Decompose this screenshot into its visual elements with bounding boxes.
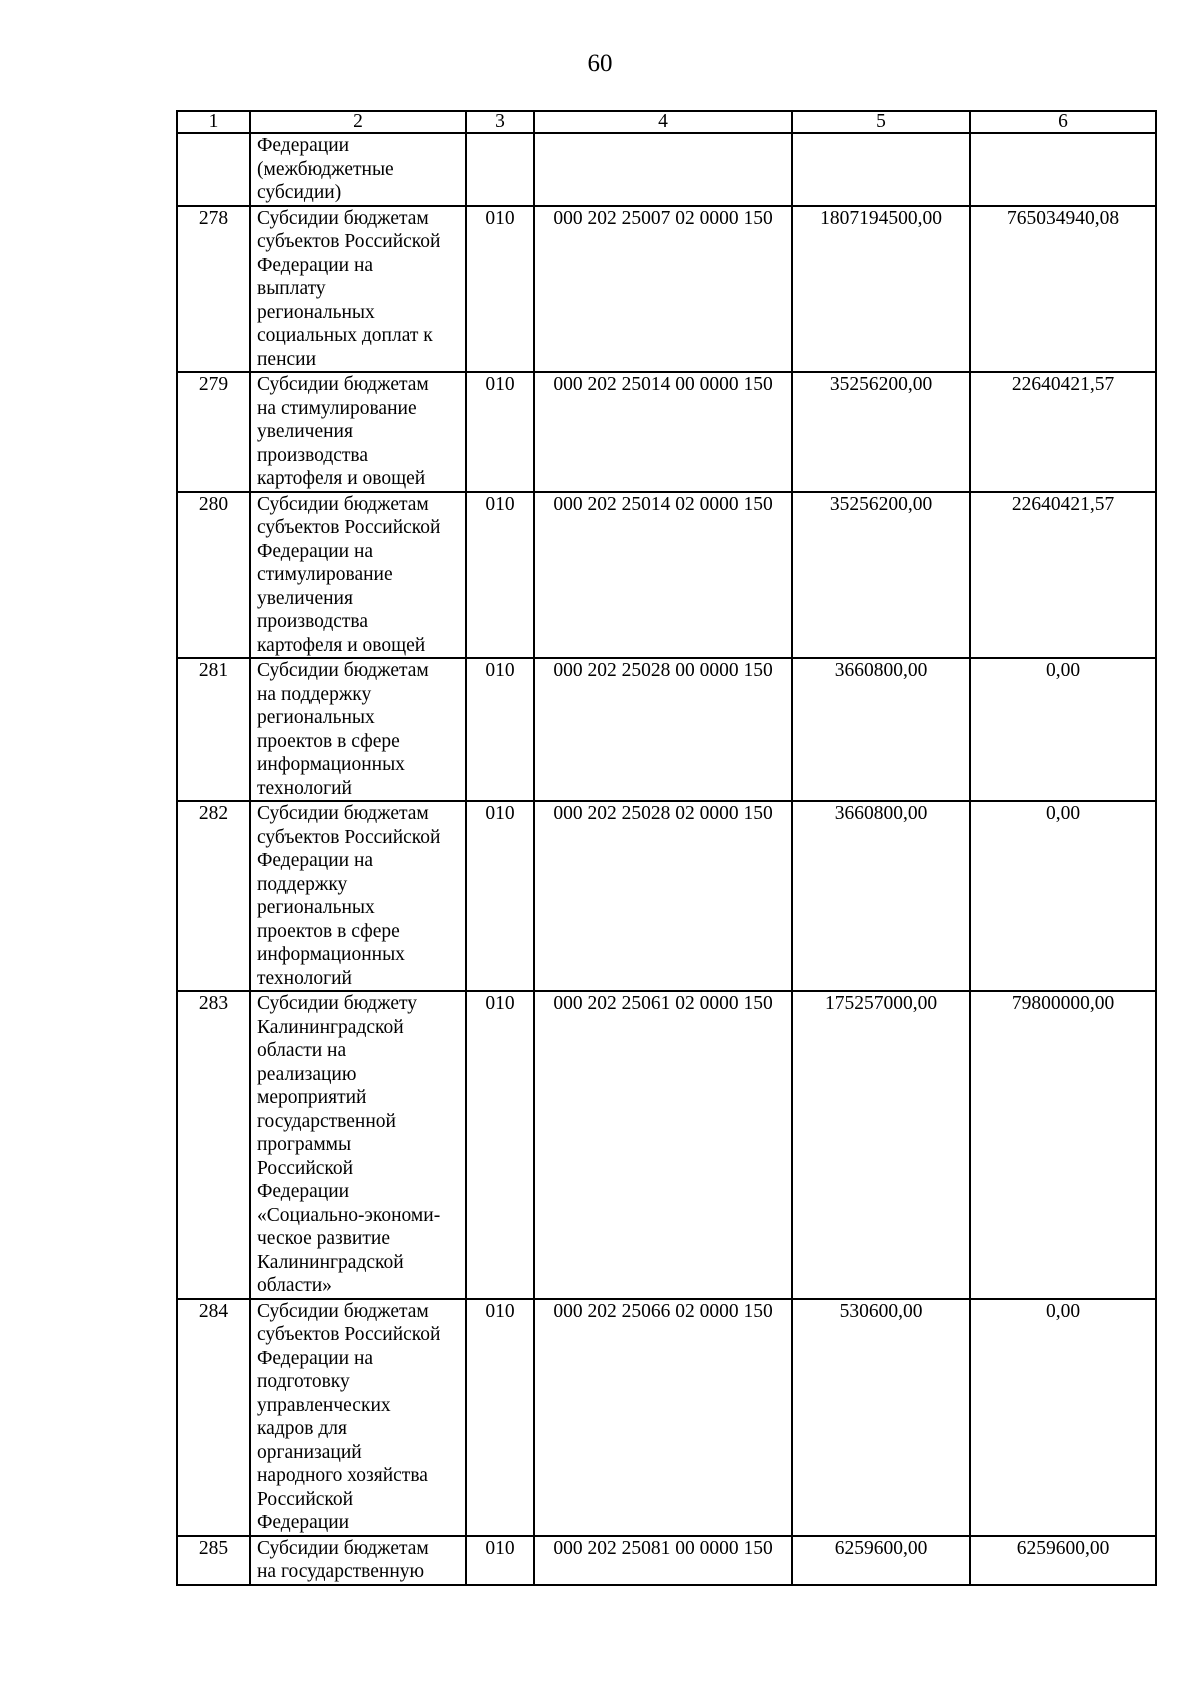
row-planned-amount [792,133,970,206]
column-header: 6 [970,111,1156,133]
row-budget-code: 000 202 25061 02 0000 150 [534,991,792,1299]
row-description: Субсидии бюджетам на стимулирование увеличения производства картофеля и овощей [250,372,466,492]
row-description: Субсидии бюджетам субъектов Российской Федерации на подготовку управленческих кадров для организаций народного хозяйства Российской Федерации [250,1299,466,1536]
row-admin-code: 010 [466,206,534,373]
row-admin-code [466,133,534,206]
column-header: 1 [177,111,250,133]
row-admin-code: 010 [466,991,534,1299]
page-number: 60 [587,50,613,77]
table-row [177,133,1156,206]
row-budget-code: 000 202 25007 02 0000 150 [534,206,792,373]
row-budget-code [534,133,792,206]
table-row [177,492,1156,659]
row-description: Субсидии бюджетам субъектов Российской Федерации на стимулирование увеличения производства картофеля и овощей [250,492,466,659]
table-row [177,206,1156,373]
row-admin-code: 010 [466,492,534,659]
row-number [177,133,250,206]
row-number: 285 [177,1536,250,1585]
row-actual-amount: 0,00 [970,801,1156,991]
row-actual-amount: 22640421,57 [970,492,1156,659]
budget-table [176,110,1157,1586]
row-actual-amount: 765034940,08 [970,206,1156,373]
row-planned-amount: 530600,00 [792,1299,970,1536]
row-budget-code: 000 202 25014 00 0000 150 [534,372,792,492]
row-planned-amount: 175257000,00 [792,991,970,1299]
row-number: 279 [177,372,250,492]
row-planned-amount: 3660800,00 [792,801,970,991]
row-planned-amount: 35256200,00 [792,372,970,492]
row-admin-code: 010 [466,1299,534,1536]
row-actual-amount: 22640421,57 [970,372,1156,492]
row-description: Субсидии бюджетам на поддержку региональных проектов в сфере информационных технологий [250,658,466,801]
row-actual-amount: 79800000,00 [970,991,1156,1299]
column-header: 4 [534,111,792,133]
row-actual-amount [970,133,1156,206]
row-actual-amount: 0,00 [970,1299,1156,1536]
row-description: Субсидии бюджетам на государственную [250,1536,466,1585]
row-planned-amount: 35256200,00 [792,492,970,659]
row-actual-amount: 0,00 [970,658,1156,801]
row-budget-code: 000 202 25066 02 0000 150 [534,1299,792,1536]
row-budget-code: 000 202 25014 02 0000 150 [534,492,792,659]
column-header: 3 [466,111,534,133]
row-number: 278 [177,206,250,373]
row-planned-amount: 3660800,00 [792,658,970,801]
row-number: 282 [177,801,250,991]
table-row [177,658,1156,801]
row-budget-code: 000 202 25028 02 0000 150 [534,801,792,991]
row-budget-code: 000 202 25028 00 0000 150 [534,658,792,801]
row-description: Субсидии бюджетам субъектов Российской Федерации на поддержку региональных проектов в сфере информационных технологий [250,801,466,991]
column-header: 2 [250,111,466,133]
table-header-row [177,111,1156,133]
table-row [177,372,1156,492]
table-row [177,1536,1156,1585]
row-number: 280 [177,492,250,659]
row-number: 283 [177,991,250,1299]
row-admin-code: 010 [466,372,534,492]
table-row [177,991,1156,1299]
row-admin-code: 010 [466,1536,534,1585]
row-number: 281 [177,658,250,801]
table-row [177,1299,1156,1536]
row-budget-code: 000 202 25081 00 0000 150 [534,1536,792,1585]
row-number: 284 [177,1299,250,1536]
row-admin-code: 010 [466,801,534,991]
row-planned-amount: 6259600,00 [792,1536,970,1585]
row-description: Субсидии бюджету Калининградской области на реализацию мероприятий государственной программы Российской Федерации «Социально-экономи- ческое развитие Калининградской области» [250,991,466,1299]
column-header: 5 [792,111,970,133]
row-planned-amount: 1807194500,00 [792,206,970,373]
row-description: Субсидии бюджетам субъектов Российской Федерации на выплату региональных социальных доплат к пенсии [250,206,466,373]
row-description: Федерации (межбюджетные субсидии) [250,133,466,206]
table-row [177,801,1156,991]
row-actual-amount: 6259600,00 [970,1536,1156,1585]
row-admin-code: 010 [466,658,534,801]
